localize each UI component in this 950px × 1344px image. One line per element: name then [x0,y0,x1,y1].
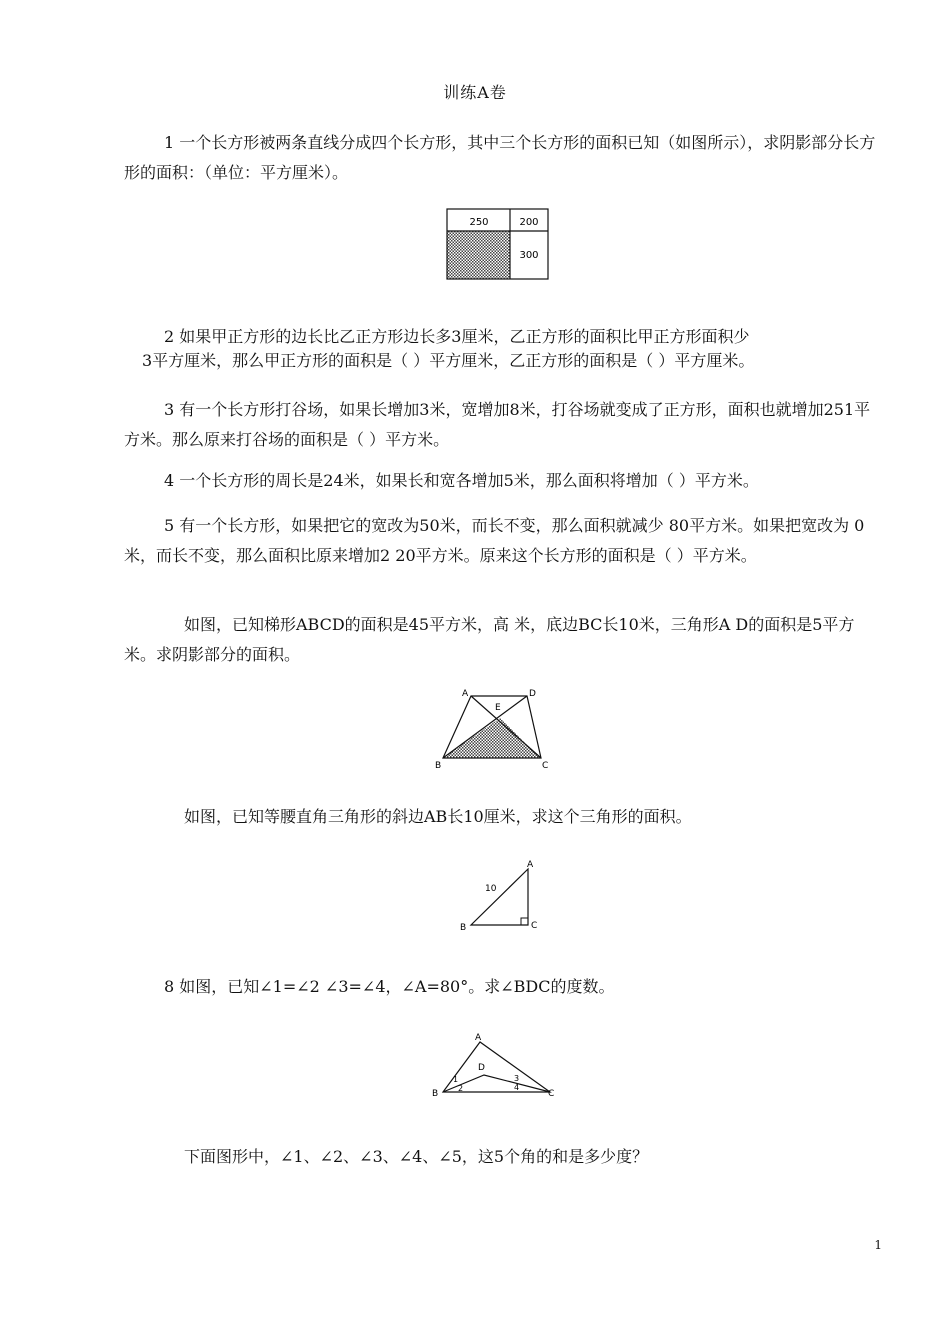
label-E: E [495,703,501,713]
problem-1: 1 一个长方形被两条直线分成四个长方形，其中三个长方形的面积已知（如图所示），求阴影部分长方形的面积：（单位：平方厘米）。 [124,133,876,182]
label-C: C [548,1089,555,1099]
shaded-rectangle [447,231,510,279]
page-title: 训练A卷 [443,83,507,102]
label-B: B [435,761,442,771]
label-D: D [478,1063,485,1073]
label-200: 200 [519,217,539,228]
figure-right-triangle [455,856,545,936]
problem-5: 5 有一个长方形，如果把它的宽改为50米，而长不变，那么面积就减少 80平方米。如果把宽改为 0米，而长不变，那么面积比原来增加2 20平方米。原来这个长方形的面积是（ ）平方米。 [124,516,865,565]
label-A: A [462,689,469,699]
label-hypotenuse: 10 [485,884,497,894]
figure-trapezoid [432,684,554,772]
label-A: A [527,860,534,870]
angle-4: 4 [514,1083,520,1092]
label-A: A [475,1033,482,1043]
label-B: B [460,923,467,933]
problem-9: 下面图形中，∠1、∠2、∠3、∠4、∠5，这5个角的和是多少度？ [184,1147,649,1166]
problem-4: 4 一个长方形的周长是24米，如果长和宽各增加5米，那么面积将增加（ ）平方米。 [164,471,759,490]
problem-7: 如图，已知等腰直角三角形的斜边AB长10厘米，求这个三角形的面积。 [184,807,692,826]
label-250: 250 [469,217,489,228]
label-D: D [529,689,536,699]
label-B: B [432,1089,439,1099]
problem-3: 3 有一个长方形打谷场，如果长增加3米，宽增加8米，打谷场就变成了正方形，面积也就增加251平方米。那么原来打谷场的面积是（ ）平方米。 [124,400,871,449]
page-number: 1 [874,1238,882,1252]
problem-2-line-1: 2 如果甲正方形的边长比乙正方形边长多3厘米，乙正方形的面积比甲正方形面积少 [164,327,750,346]
label-C: C [542,761,549,771]
problem-2-line-2: 3平方厘米，那么甲正方形的面积是（ ）平方厘米，乙正方形的面积是（ ）平方厘米。 [142,351,755,370]
figure-triangle-bdc [428,1030,562,1102]
label-C: C [531,921,538,931]
problem-8: 8 如图，已知∠1=∠2 ∠3=∠4，∠A=80°。求∠BDC的度数。 [164,977,615,996]
figure-rectangle-grid [445,207,550,281]
angle-1: 1 [453,1075,459,1084]
angle-3: 3 [514,1074,520,1083]
problem-6: 如图，已知梯形ABCD的面积是45平方米，高 米，底边BC长10米，三角形A D的面积是5平方米。求阴影部分的面积。 [124,615,855,664]
angle-2: 2 [458,1084,464,1093]
label-300: 300 [519,250,539,261]
